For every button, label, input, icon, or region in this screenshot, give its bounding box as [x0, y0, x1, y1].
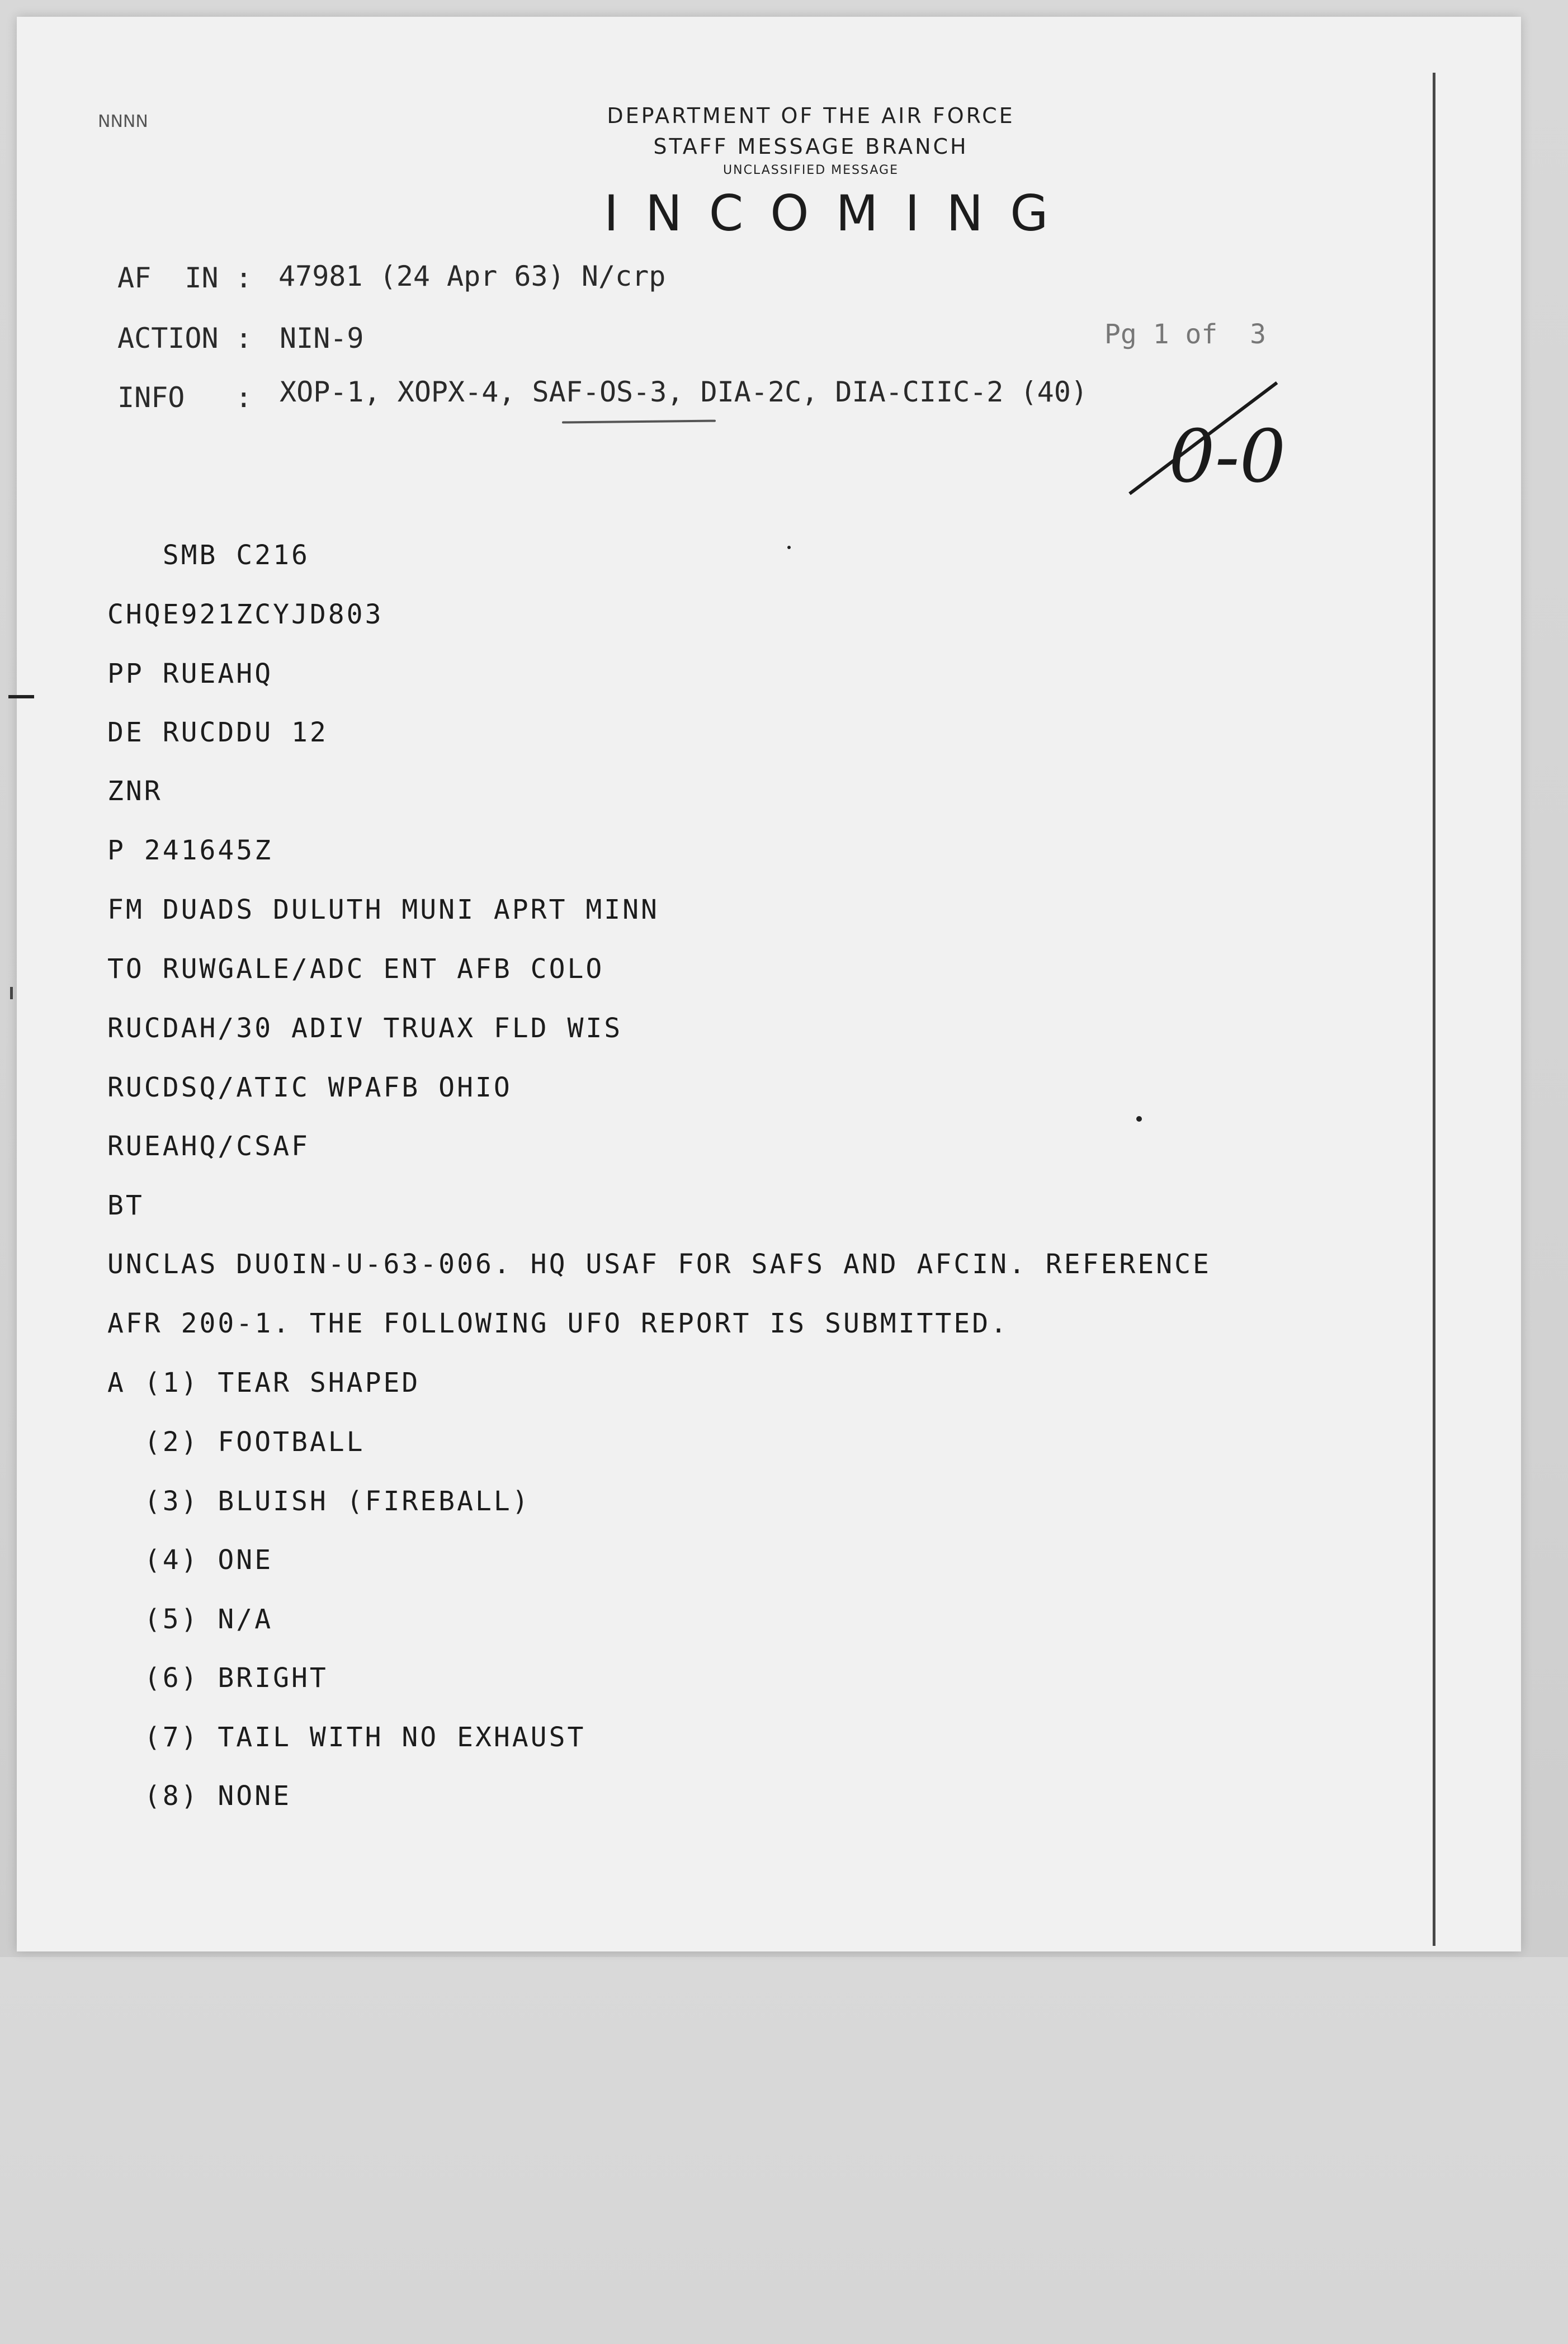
message-line: (7) TAIL WITH NO EXHAUST — [107, 1722, 586, 1753]
classification-heading: UNCLASSIFIED MESSAGE — [723, 163, 899, 177]
af-in-label: AF IN : — [117, 262, 252, 294]
message-line: UNCLAS DUOIN-U-63-006. HQ USAF FOR SAFS AND AFCIN. REFERENCE — [107, 1249, 1211, 1280]
info-value: XOP-1, XOPX-4, SAF-OS-3, DIA-2C, DIA-CIIC-2 (40) — [280, 376, 1088, 408]
message-line: (6) BRIGHT — [107, 1662, 328, 1694]
incoming-title: INCOMING — [604, 185, 1075, 242]
margin-tick-mark — [8, 695, 34, 698]
margin-dot-mark — [10, 987, 13, 999]
action-value: NIN-9 — [280, 322, 364, 355]
message-line: TO RUWGALE/ADC ENT AFB COLO — [107, 953, 604, 985]
action-label: ACTION : — [117, 322, 252, 355]
message-line: P 241645Z — [107, 835, 273, 866]
stray-dot — [787, 546, 791, 549]
film-strip-area — [0, 1957, 1568, 2344]
message-line: AFR 200-1. THE FOLLOWING UFO REPORT IS SUBMITTED. — [107, 1308, 1009, 1339]
department-heading: DEPARTMENT OF THE AIR FORCE — [607, 103, 1015, 128]
message-line: PP RUEAHQ — [107, 658, 273, 689]
message-line: DE RUCDDU 12 — [107, 717, 328, 748]
message-line: RUEAHQ/CSAF — [107, 1131, 310, 1162]
message-line: RUCDAH/30 ADIV TRUAX FLD WIS — [107, 1013, 623, 1044]
message-line: (4) ONE — [107, 1544, 273, 1576]
message-line: FM DUADS DULUTH MUNI APRT MINN — [107, 894, 659, 925]
message-line: RUCDSQ/ATIC WPAFB OHIO — [107, 1072, 512, 1103]
message-line: CHQE921ZCYJD803 — [107, 599, 384, 630]
branch-heading: STAFF MESSAGE BRANCH — [653, 134, 969, 159]
info-label: INFO : — [117, 381, 252, 414]
message-line: SMB C216 — [107, 540, 310, 571]
handwritten-initials: 0-0 — [1169, 414, 1286, 499]
message-line: (3) BLUISH (FIREBALL) — [107, 1486, 531, 1517]
message-line: A (1) TEAR SHAPED — [107, 1367, 421, 1398]
message-line: BT — [107, 1190, 144, 1221]
right-margin-rule — [1433, 73, 1435, 1946]
message-line: ZNR — [107, 776, 163, 807]
message-line: (5) N/A — [107, 1604, 273, 1635]
message-line: (8) NONE — [107, 1780, 291, 1812]
af-in-value: 47981 (24 Apr 63) N/crp — [278, 260, 666, 292]
stray-dot — [1136, 1116, 1142, 1122]
page-number: Pg 1 of 3 — [1104, 319, 1266, 350]
corner-mark: NNNN — [98, 112, 148, 131]
message-line: (2) FOOTBALL — [107, 1426, 365, 1458]
